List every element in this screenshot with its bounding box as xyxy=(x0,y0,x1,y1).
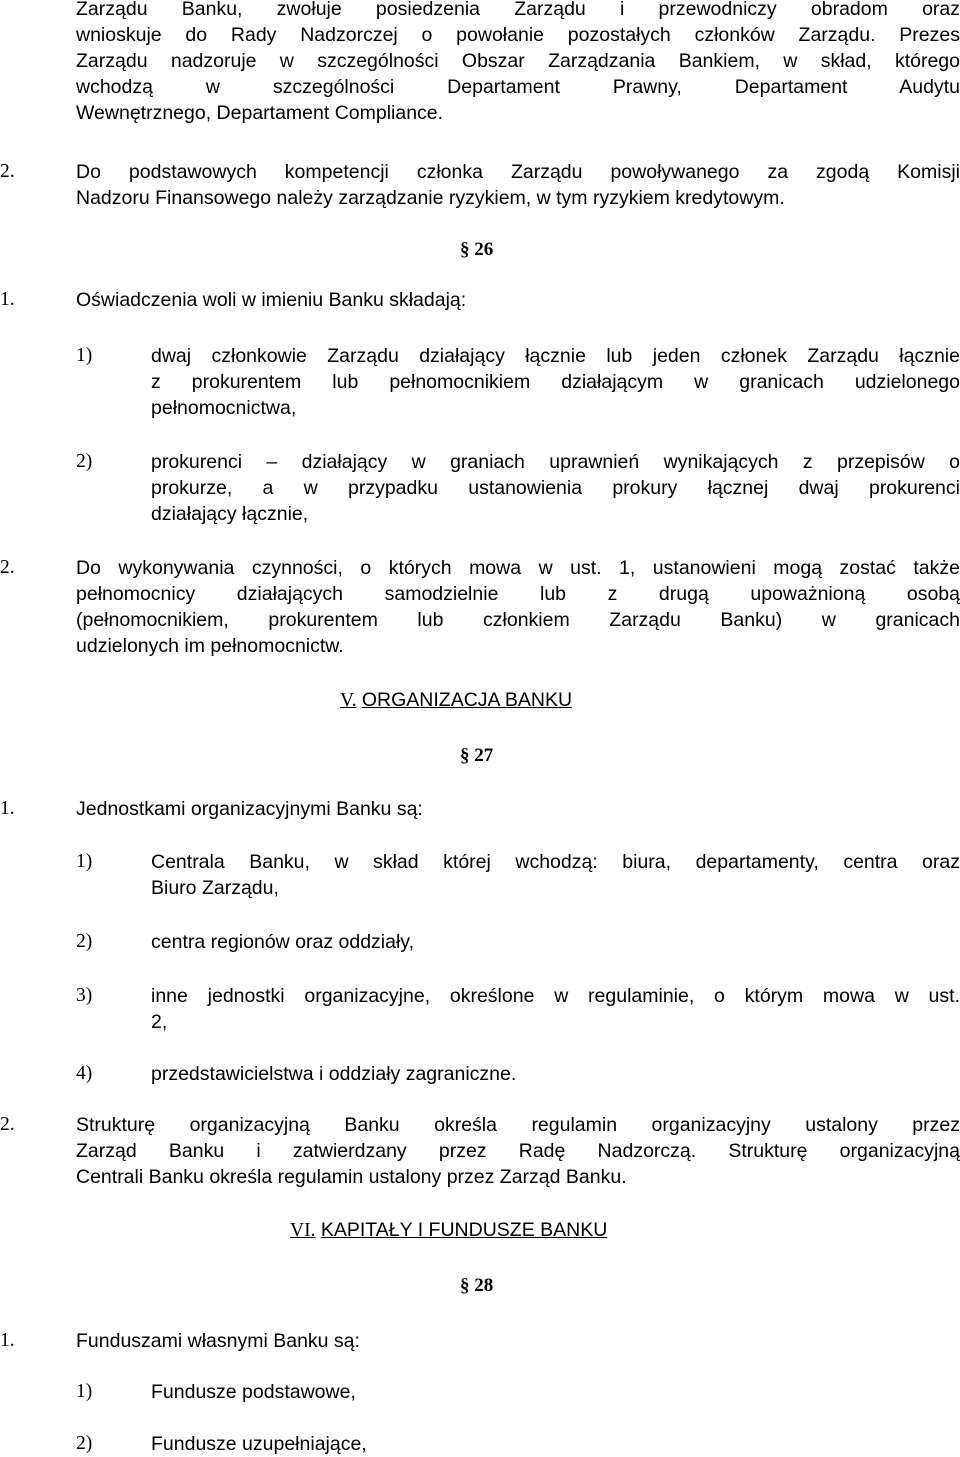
s26-p1-text: Oświadczenia woli w imieniu Banku składają: xyxy=(76,289,467,311)
s26-item-1-line-2: z prokurentem lub pełnomocnikiem działającym w granicach udzielonego xyxy=(151,371,960,393)
intro-paragraph xyxy=(76,0,960,126)
s26-item-2-line-1: prokurenci – działający w graniach uprawnień wynikających z przepisów o xyxy=(151,451,960,473)
p2-paragraph xyxy=(76,159,960,211)
intro-line-2: wnioskuje do Rady Nadzorczej o powołanie pozostałych członków Zarządu. Prezes xyxy=(76,24,960,46)
s26-item-1 xyxy=(151,343,960,421)
s27-p2-paragraph xyxy=(76,1112,960,1190)
chapter-6-heading xyxy=(290,1217,607,1244)
s26-p2-line-4: udzielonych im pełnomocnictw. xyxy=(76,635,344,657)
s27-p1-text: Jednostkami organizacyjnymi Banku są: xyxy=(76,798,423,820)
s26-item-2-line-2: prokurze, a w przypadku ustanowienia prokury łącznej dwaj prokurenci xyxy=(151,477,960,499)
p2-line-1: Do podstawowych kompetencji członka Zarządu powoływanego za zgodą Komisji xyxy=(76,161,960,183)
s27-p1-number: 1. xyxy=(0,798,15,819)
intro-line-5: Wewnętrznego, Departament Compliance. xyxy=(76,102,444,124)
s26-p2-line-2: pełnomocnicy działających samodzielnie lub z drugą upoważnioną osobą xyxy=(76,583,960,605)
s28-item-1-text: Fundusze podstawowe, xyxy=(151,1381,356,1403)
s28-p1-number: 1. xyxy=(0,1330,15,1351)
s26-item-1-line-3: pełnomocnictwa, xyxy=(151,397,297,419)
s26-item-2-number: 2) xyxy=(76,451,93,472)
p2-line-2: Nadzoru Finansowego należy zarządzanie ryzykiem, w tym ryzykiem kredytowym. xyxy=(76,187,785,209)
s27-item-1-line-1: Centrala Banku, w skład której wchodzą: biura, departamenty, centra oraz xyxy=(151,851,960,873)
intro-line-1: Zarządu Banku, zwołuje posiedzenia Zarządu i przewodniczy obradom oraz xyxy=(76,0,960,20)
s26-p2-line-1: Do wykonywania czynności, o których mowa w ust. 1, ustanowieni mogą zostać także xyxy=(76,557,960,579)
s26-item-2-line-3: działający łącznie, xyxy=(151,503,309,525)
s28-item-2-text: Fundusze uzupełniające, xyxy=(151,1433,367,1455)
s27-item-2-line-1: centra regionów oraz oddziały, xyxy=(151,931,415,953)
s27-item-1-number: 1) xyxy=(76,851,93,872)
s28-p1-text: Funduszami własnymi Banku są: xyxy=(76,1330,360,1352)
s28-item-1-number: 1) xyxy=(76,1381,93,1402)
chapter-6-title: KAPITAŁY I FUNDUSZE BANKU xyxy=(320,1219,608,1241)
s26-item-1-number: 1) xyxy=(76,345,93,366)
s27-item-2-number: 2) xyxy=(76,931,93,952)
s27-p2-line-2: Zarząd Banku i zatwierdzany przez Radę Nadzorczą. Strukturę organizacyjną xyxy=(76,1140,960,1162)
s27-item-3 xyxy=(151,983,960,1035)
chapter-5-heading xyxy=(340,687,572,714)
s27-item-4 xyxy=(151,1061,960,1087)
s26-p2-number: 2. xyxy=(0,557,15,578)
s27-item-1-line-2: Biuro Zarządu, xyxy=(151,877,279,899)
section-mark-28: § 28 xyxy=(460,1275,494,1296)
chapter-5-roman: V. xyxy=(340,690,357,711)
s27-item-2 xyxy=(151,929,960,955)
intro-line-3: Zarządu nadzoruje w szczególności Obszar Zarządzania Bankiem, w skład, którego xyxy=(76,50,960,72)
s26-item-2 xyxy=(151,449,960,527)
s27-item-4-line-1: przedstawicielstwa i oddziały zagraniczne. xyxy=(151,1063,517,1085)
s26-p2-paragraph xyxy=(76,555,960,659)
s27-item-4-number: 4) xyxy=(76,1063,93,1084)
s27-item-3-line-2: 2, xyxy=(151,1011,168,1033)
chapter-5-title: ORGANIZACJA BANKU xyxy=(361,689,573,711)
s27-item-3-number: 3) xyxy=(76,985,93,1006)
s27-item-3-line-1: inne jednostki organizacyjne, określone w regulaminie, o którym mowa w ust. xyxy=(151,985,960,1007)
s26-item-1-line-1: dwaj członkowie Zarządu działający łącznie lub jeden członek Zarządu łącznie xyxy=(151,345,960,367)
s28-item-2-number: 2) xyxy=(76,1433,93,1454)
section-mark-26: § 26 xyxy=(460,239,494,260)
s26-p2-line-3: (pełnomocnikiem, prokurentem lub członkiem Zarządu Banku) w granicach xyxy=(76,609,960,631)
s26-p1-number: 1. xyxy=(0,289,15,310)
p2-number: 2. xyxy=(0,161,15,182)
s27-p2-line-3: Centrali Banku określa regulamin ustalony przez Zarząd Banku. xyxy=(76,1166,627,1188)
s27-p2-line-1: Strukturę organizacyjną Banku określa regulamin organizacyjny ustalony przez xyxy=(76,1114,960,1136)
section-mark-27: § 27 xyxy=(460,745,494,766)
s27-p2-number: 2. xyxy=(0,1114,15,1135)
s27-item-1 xyxy=(151,849,960,901)
chapter-6-roman: VI. xyxy=(290,1220,316,1241)
intro-line-4: wchodzą w szczególności Departament Prawny, Departament Audytu xyxy=(76,76,960,98)
